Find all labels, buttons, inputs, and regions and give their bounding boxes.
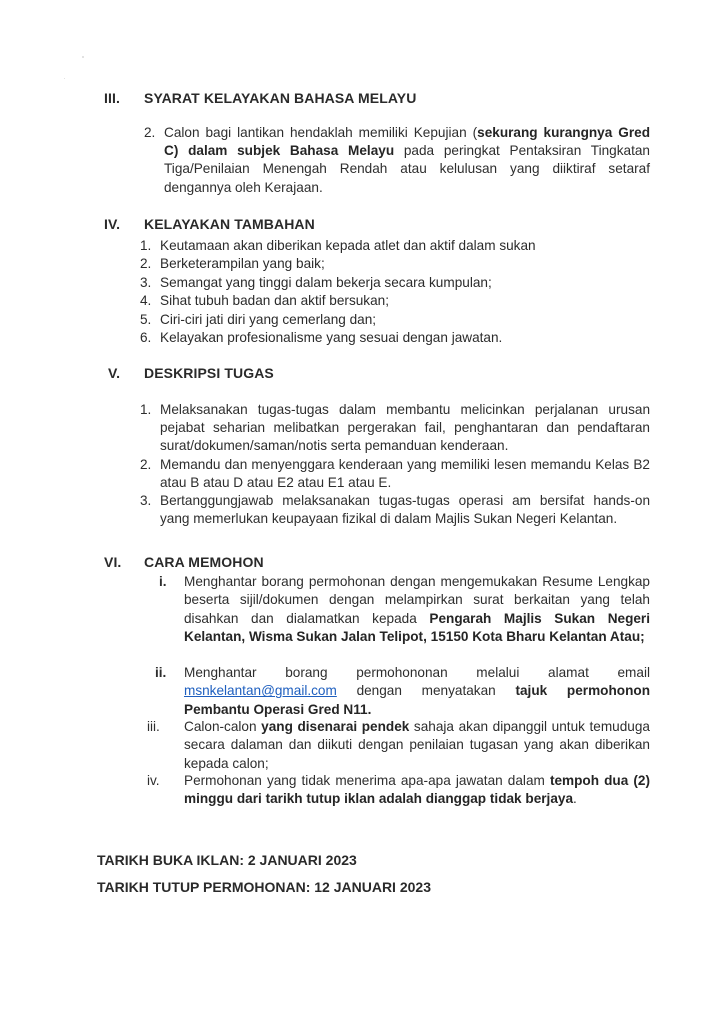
- item-text: Semangat yang tinggi dalam bekerja secara kumpulan;: [160, 274, 492, 290]
- section-vi-item-ii: [155, 664, 650, 719]
- section-number: III.: [104, 90, 120, 106]
- section-title: DESKRIPSI TUGAS: [144, 365, 274, 381]
- section-title: CARA MEMOHON: [144, 554, 264, 570]
- item-text: Calon-calon: [184, 719, 262, 734]
- item-text: Keutamaan akan diberikan kepada atlet dan aktif dalam sukan: [160, 238, 536, 253]
- item-text: .: [573, 791, 577, 807]
- close-date: TARIKH TUTUP PERMOHONAN: 12 JANUARI 2023: [97, 879, 431, 895]
- list-marker: iii.: [147, 719, 160, 734]
- scan-speck: [64, 78, 65, 79]
- item-text: sahaja akan dipanggil untuk temuduga secara dalaman dan diikuti dengan penilaian tugasan yang akan diberikan kepada calon;: [184, 719, 650, 771]
- item-text: Permohonan yang tidak menerima apa-apa jawatan dalam: [184, 773, 550, 788]
- item-text: Calon bagi lantikan hendaklah memiliki Kepujian (: [164, 125, 478, 140]
- item-text: Melaksanakan tugas-tugas dalam membantu melicinkan perjalanan urusan pejabat seharian melibatkan pergerakan fail, penghantaran dan pendaftaran surat/dokumen/saman/notis serta pemanduan kenderaan.: [160, 402, 650, 454]
- list-item: [140, 292, 580, 310]
- section-v-item-3: [140, 492, 650, 528]
- section-iv-list: [140, 237, 580, 347]
- list-marker: 6.: [140, 330, 152, 346]
- list-marker: 1.: [140, 238, 152, 253]
- item-text: Ciri-ciri jati diri yang cemerlang dan;: [160, 311, 377, 327]
- section-v-item-1: [140, 401, 650, 456]
- list-marker: 1.: [140, 402, 152, 417]
- item-text: Bertanggungjawab melaksanakan tugas-tugas operasi am bersifat hands-on yang memerlukan keupayaan fizikal di dalam Majlis Sukan Negeri Kelantan.: [160, 493, 650, 527]
- section-vi-item-i: [159, 573, 651, 647]
- list-marker: i.: [159, 574, 167, 589]
- list-marker: 2.: [140, 457, 152, 472]
- email-link[interactable]: msnkelantan@gmail.com: [184, 683, 337, 699]
- item-text: pada peringkat Pentaksiran Tingkatan Tiga/Penilaian Menengah Rendah atau kelulusan yang diiktiraf setaraf dengannya oleh Kerajaan.: [164, 143, 650, 195]
- open-date: TARIKH BUKA IKLAN: 2 JANUARI 2023: [97, 852, 357, 868]
- list-marker: iv.: [147, 773, 160, 788]
- section-number: VI.: [104, 554, 122, 570]
- item-bold-text: tajuk permohonon Pembantu Operasi Gred N11.: [184, 683, 650, 717]
- item-text: Menghantar borang permohonan dengan mengemukakan Resume Lengkap beserta sijil/dokumen dengan melampirkan surat berkaitan yang telah disahkan dan dialamatkan kepada: [184, 574, 650, 626]
- section-number: V.: [108, 365, 121, 381]
- item-bold-text: Pengarah Majlis Sukan Negeri Kelantan, Wisma Sukan Jalan Telipot, 15150 Kota Bharu Kelantan Atau;: [184, 610, 651, 645]
- section-title: SYARAT KELAYAKAN BAHASA MELAYU: [144, 90, 417, 106]
- list-marker: 2.: [144, 125, 156, 140]
- list-item: [140, 274, 580, 292]
- item-text: Menghantar borang permohononan melalui alamat email: [184, 665, 650, 680]
- list-item: [140, 237, 580, 255]
- item-text: Sihat tubuh badan dan aktif bersukan;: [160, 293, 389, 309]
- item-text: Kelayakan profesionalisme yang sesuai dengan jawatan.: [160, 330, 503, 346]
- scan-speck: [82, 56, 84, 58]
- item-text: Berketerampilan yang baik;: [160, 256, 325, 272]
- item-bold-text: tempoh dua (2) minggu dari tarikh tutup iklan adalah dianggap tidak berjaya: [184, 773, 651, 807]
- section-title: KELAYAKAN TAMBAHAN: [144, 216, 315, 232]
- list-marker: 3.: [140, 493, 152, 508]
- section-iii-item-2: [144, 124, 650, 197]
- section-v-item-2: [140, 456, 650, 492]
- section-number: IV.: [104, 216, 121, 232]
- item-text: Memandu dan menyenggara kenderaan yang memiliki lesen memandu Kelas B2 atau B atau D atau E2 atau E1 atau E.: [160, 457, 650, 491]
- list-marker: ii.: [155, 665, 167, 680]
- section-vi-item-iii: [147, 718, 650, 773]
- list-marker: 3.: [140, 274, 152, 290]
- list-item: [140, 311, 580, 329]
- list-marker: 2.: [140, 256, 152, 272]
- list-marker: 4.: [140, 293, 152, 309]
- list-item: [140, 329, 580, 347]
- item-text: dengan menyatakan: [336, 683, 516, 699]
- list-marker: 5.: [140, 311, 152, 327]
- item-bold-text: sekurang kurangnya Gred C) dalam subjek Bahasa Melayu: [164, 125, 650, 159]
- section-vi-item-iv: [147, 772, 651, 809]
- list-item: [140, 255, 580, 273]
- item-bold-text: yang disenarai pendek: [261, 719, 410, 734]
